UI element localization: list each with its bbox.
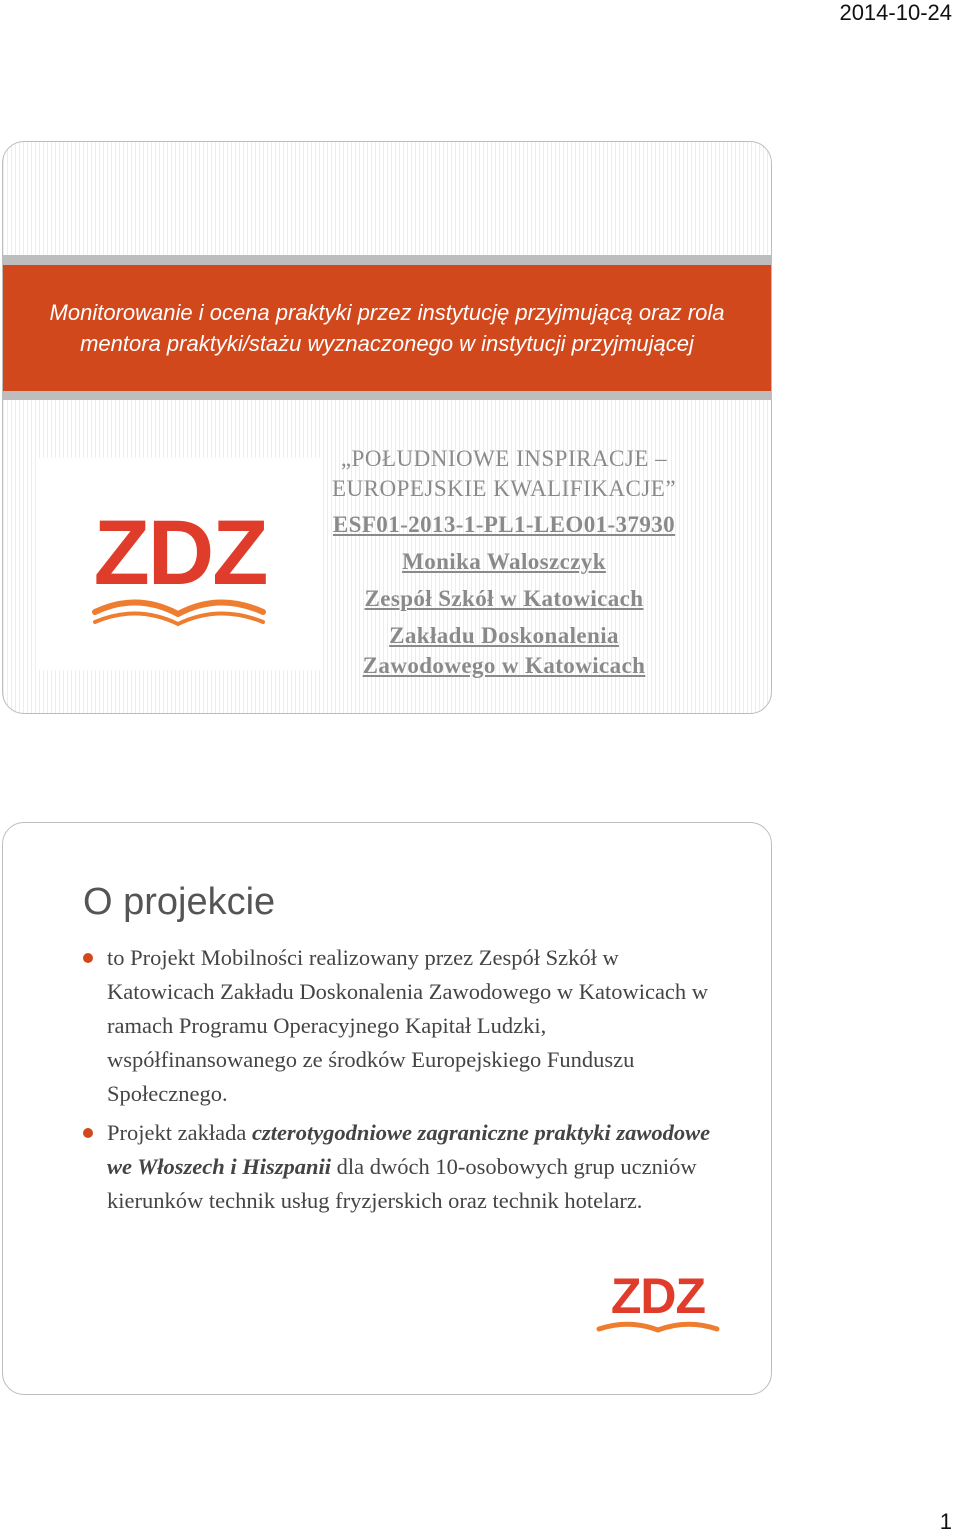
school-name: Zespół Szkół w Katowicach [364,586,644,611]
bullet2-prefix: Projekt zakłada [107,1120,252,1145]
institution-line1: Zakładu Doskonalenia [389,623,619,648]
bullet-item [83,941,723,1111]
project-name-line2: EUROPEJSKIE KWALIFIKACJE” [331,476,677,501]
bullet-item [83,1116,723,1218]
bullet2-emphasis: czterotygodniowe zagraniczne praktyki zawodowe we Włoszech i Hiszpanii [107,1120,711,1179]
slide-title: Monitorowanie i ocena praktyki przez instytucję przyjmującą oraz rola mentora praktyki/stażu wyznaczonego w instytucji przyjmującej [49,300,725,356]
page-number: 1 [939,1509,952,1534]
zdz-logo-small-text: ZDZ [610,1268,706,1324]
title-band-bottom-stripe [3,391,771,400]
page-date: 2014-10-24 [839,0,952,25]
bullet-list [83,941,723,1218]
title-slide [2,141,772,714]
bullet-dot-icon [83,953,93,963]
institution-line2: Zawodowego w Katowicach [362,653,646,678]
zdz-logo [37,458,323,670]
zdz-logo-text: ZDZ [93,502,267,604]
project-slide [2,822,772,1395]
bullet-dot-icon [83,1128,93,1138]
project-info [321,444,687,681]
title-band [3,265,771,391]
zdz-logo-small [593,1263,723,1343]
project-name-line1: „POŁUDNIOWE INSPIRACJE – [340,446,668,471]
author-name: Monika Waloszczyk [402,549,606,574]
title-band-top-stripe [3,255,771,265]
bullet2-suffix: dla dwóch 10-osobowych grup uczniów kierunków technik usług fryzjerskich oraz technik hotelarz. [107,1154,697,1213]
slide2-title: O projekcie [83,881,276,923]
project-code: ESF01-2013-1-PL1-LEO01-37930 [332,512,676,537]
bullet1-text: to Projekt Mobilności realizowany przez Zespół Szkół w Katowicach Zakładu Doskonalenia Zawodowego w Katowicach w ramach Programu Operacyjnego Kapitał Ludzki, współfinansowanego ze środków Europejskiego Funduszu Społecznego. [107,945,709,1106]
zdz-logo-graphic [37,458,323,670]
